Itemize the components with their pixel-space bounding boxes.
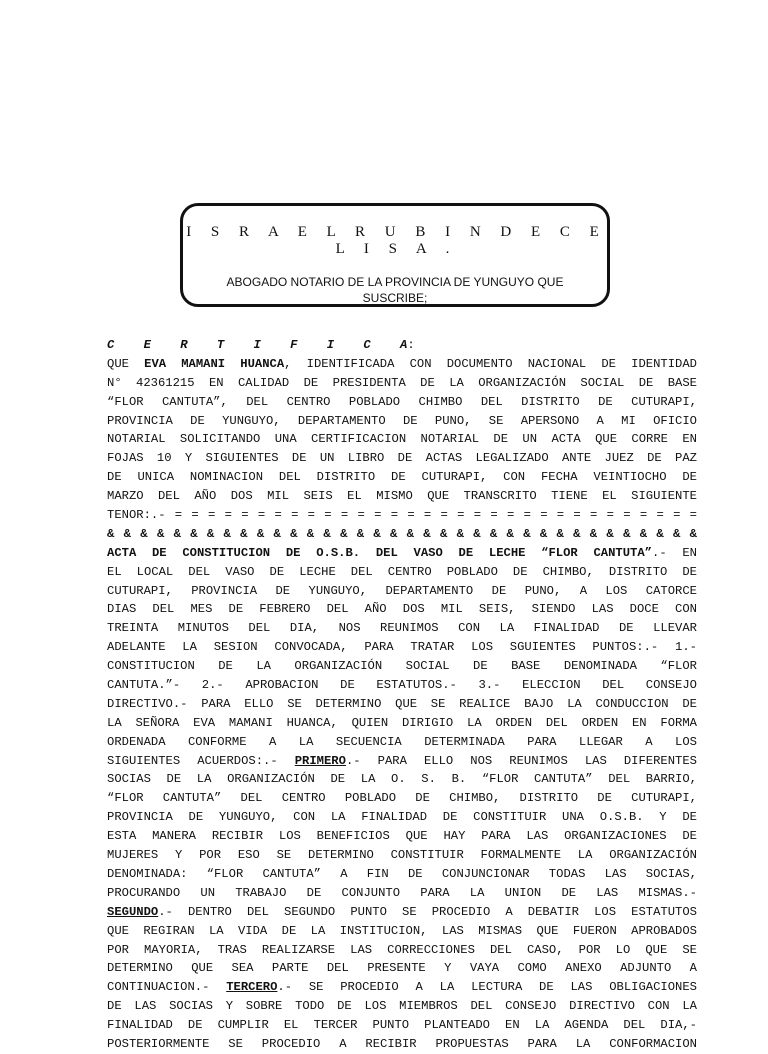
text-line: TENOR:.- = = = = = = = = = = = = = = = = = = = = = = = = = = = = = = = = [107, 508, 697, 523]
certifica-colon: : [407, 338, 415, 352]
text-line: DIRECTIVO.- PARA ELLO SE DETERMINO QUE SE REALICE BAJO LA CONDUCCION DE [107, 696, 697, 711]
text-line: QUE REGIRAN LA VIDA DE LA INSTITUCION, LAS MISMAS QUE FUERON APROBADOS [107, 923, 697, 938]
text-line: PROVINCIA DE YUNGUYO, DEPARTAMENTO DE PUNO, SE APERSONO A MI OFICIO [107, 413, 697, 428]
acta-title-line [107, 544, 697, 563]
text-line: ORDENADA CONFORME A LA SECUENCIA DETERMINADA PARA LLEGAR A LOS [107, 734, 697, 749]
document-body [107, 336, 697, 1054]
text-line: NOTARIAL SOLICITANDO UNA CERTIFICACION NOTARIAL DE UN ACTA QUE CORRE EN [107, 432, 697, 447]
text-span: , IDENTIFICADA CON DOCUMENTO NACIONAL DE IDENTIDAD [284, 356, 697, 371]
segundo-label: SEGUNDO [107, 904, 159, 919]
tercero-label: TERCERO [226, 980, 278, 995]
text-line: CUTURAPI, PROVINCIA DE YUNGUYO, DEPARTAMENTO DE PUNO, A LOS CATORCE [107, 583, 697, 598]
text-span: .- EN [652, 545, 697, 560]
text-span: QUE [107, 356, 145, 371]
text-line [107, 752, 697, 771]
text-line: DETERMINO QUE SEA PARTE DEL PRESENTE Y VAYA COMO ANEXO ADJUNTO A [107, 961, 697, 976]
notary-header-box [180, 203, 610, 307]
text-line: DIAS DEL MES DE FEBRERO DEL AÑO DOS MIL SEIS, SIENDO LAS DOCE CON [107, 602, 697, 617]
text-line: DE LAS SOCIAS Y SOBRE TODO DE LOS MIEMBROS DEL CONSEJO DIRECTIVO CON LA [107, 999, 697, 1014]
text-span: .- DENTRO DEL SEGUNDO PUNTO SE PROCEDIO A DEBATIR LOS ESTATUTOS [158, 904, 697, 919]
text-line: FOJAS 10 Y SIGUIENTES DE UN LIBRO DE ACTAS LEGALIZADO ANTE JUEZ DE PAZ [107, 451, 697, 466]
text-span: .- SE PROCEDIO A LA LECTURA DE LAS OBLIGACIONES [277, 980, 697, 995]
text-line: DENOMINADA: “FLOR CANTUTA” A FIN DE CONJUNCIONAR TODAS LAS SOCIAS, [107, 866, 697, 881]
text-line: LA SEÑORA EVA MAMANI HUANCA, QUIEN DIRIGIO LA ORDEN DEL ORDEN EN FORMA [107, 715, 697, 730]
acta-title: ACTA DE CONSTITUCION DE O.S.B. DEL VASO DE LECHE “FLOR CANTUTA” [107, 545, 652, 560]
text-line [107, 903, 697, 922]
text-line: POSTERIORMENTE SE PROCEDIO A RECIBIR PROPUESTAS PARA LA CONFORMACION [107, 1036, 697, 1051]
applicant-name: EVA MAMANI HUANCA [144, 356, 285, 371]
text-line: ESTA MANERA RECIBIR LOS BENEFICIOS QUE HAY PARA LAS ORGANIZACIONES DE [107, 829, 697, 844]
text-line [107, 978, 697, 997]
text-line: CONSTITUCION DE LA ORGANIZACIÓN SOCIAL DE BASE DENOMINADA “FLOR [107, 659, 697, 674]
text-line: “FLOR CANTUTA”, DEL CENTRO POBLADO CHIMBO DEL DISTRITO DE CUTURAPI, [107, 394, 697, 409]
text-span: .- PARA ELLO NOS REUNIMOS LAS DIFERENTES [345, 753, 697, 768]
notary-title: ABOGADO NOTARIO DE LA PROVINCIA DE YUNGUYO QUE SUSCRIBE; [226, 275, 564, 305]
ampersand-separator: & & & & & & & & & & & & & & & & & & & & & & & & & & & & & & & & & & & & [107, 526, 697, 541]
text-line: SOCIAS DE LA ORGANIZACIÓN DE LA O. S. B. “FLOR CANTUTA” DEL BARRIO, [107, 772, 697, 787]
text-line: PROCURANDO UN TRABAJO DE CONJUNTO PARA LA UNION DE LAS MISMAS.- [107, 885, 697, 900]
text-line: PROVINCIA DE YUNGUYO, CON LA FINALIDAD DE CONSTITUIR UNA O.S.B. Y DE [107, 810, 697, 825]
text-line: POR MAYORIA, TRAS REALIZARSE LAS CORRECCIONES DEL CASO, POR LO QUE SE [107, 942, 697, 957]
text-line: ADELANTE LA SESION CONVOCADA, PARA TRATAR LOS SGUIENTES PUNTOS:.- 1.- [107, 640, 697, 655]
text-line: N° 42361215 EN CALIDAD DE PRESIDENTA DE LA ORGANIZACIÓN SOCIAL DE BASE [107, 375, 697, 390]
text-line: FINALIDAD DE CUMPLIR EL TERCER PUNTO PLANTEADO EN LA AGENDA DEL DIA,- [107, 1018, 697, 1033]
text-line: CANTUTA.”- 2.- APROBACION DE ESTATUTOS.- 3.- ELECCION DEL CONSEJO [107, 678, 697, 693]
text-line: TREINTA MINUTOS DEL DIA, NOS REUNIMOS CON LA FINALIDAD DE LLEVAR [107, 621, 697, 636]
certifica-heading [107, 336, 697, 355]
text-line: MARZO DEL AÑO DOS MIL SEIS EL MISMO QUE TRANSCRITO TIENE EL SIGUIENTE [107, 489, 697, 504]
text-line: “FLOR CANTUTA” DEL CENTRO POBLADO DE CHIMBO, DISTRITO DE CUTURAPI, [107, 791, 697, 806]
notary-name: I S R A E L R U B I N D E C E L I S A . [186, 224, 604, 257]
text-span: CONTINUACION.- [107, 980, 227, 995]
text-line: DE UNICA NOMINACION DEL DISTRITO DE CUTURAPI, CON FECHA VEINTIOCHO DE [107, 470, 697, 485]
text-line [107, 355, 697, 374]
text-line: EL LOCAL DEL VASO DE LECHE DEL CENTRO POBLADO DE CHIMBO, DISTRITO DE [107, 564, 697, 579]
primero-label: PRIMERO [294, 753, 346, 768]
certifica-label: C E R T I F I C A [107, 338, 408, 352]
text-span: SIGUIENTES ACUERDOS:.- [107, 753, 295, 768]
text-line: MUJERES Y POR ESO SE DETERMINO CONSTITUIR FORMALMENTE LA ORGANIZACIÓN [107, 848, 697, 863]
